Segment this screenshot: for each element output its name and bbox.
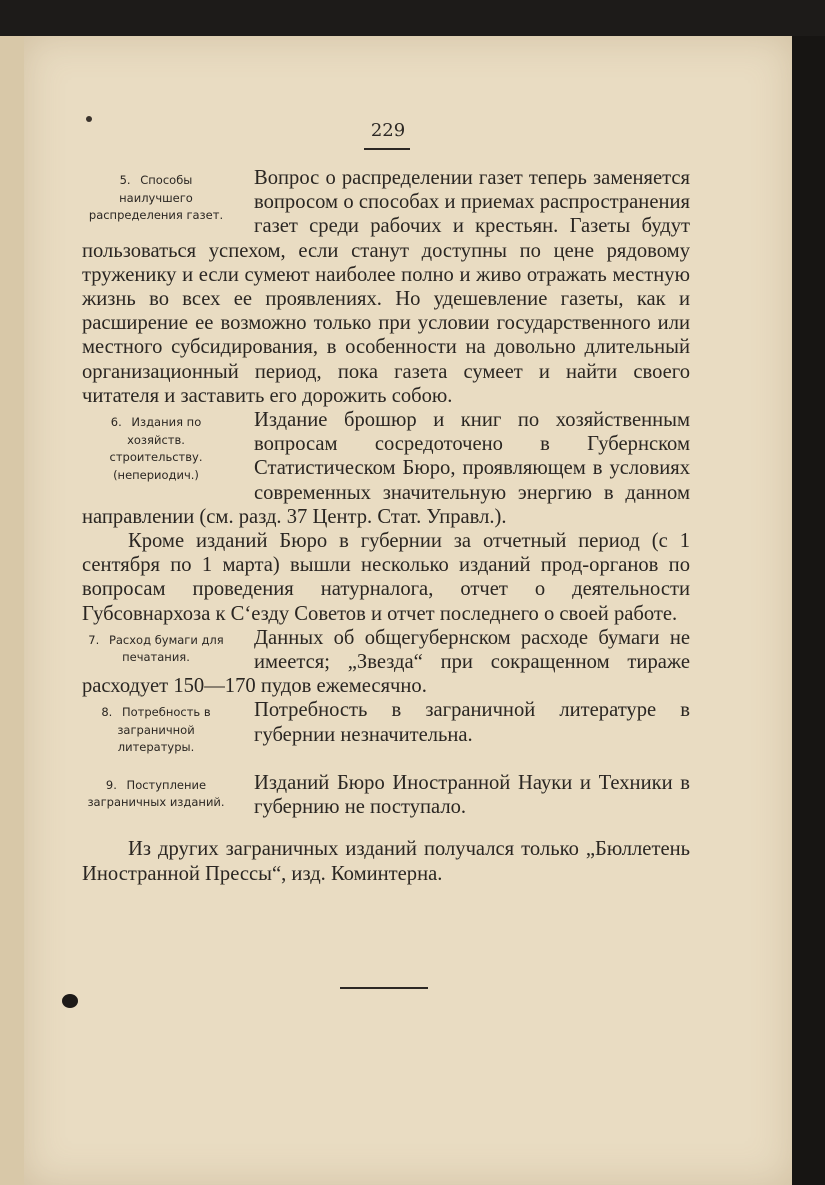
section-paragraph: Потребность в заграничной литературе в губернии незначительна.: [254, 699, 690, 746]
margin-note-text: Расход бумаги для печатания.: [108, 632, 224, 665]
section-paragraph: Вопрос о распределении газет теперь заменяется вопросом о способах и приемах распространения газет среди рабочих и крестьян. Газеты будут пользоваться успехом, если станут доступны по цене рядовому труженику и если сумеют наиболее полно и живо отражать местную жизнь во всех ее проявлениях. Но удешевление газеты, как и расширение ее возможно только при условии государственного или местного субсидирования, в особенности на довольно длительный организационный период, пока газета сумеет и найти своего читателя и заставить его дорожить собою.: [82, 167, 690, 407]
margin-note-text: Поступление заграничных изданий.: [87, 777, 225, 810]
margin-note-number: 7.: [88, 632, 100, 647]
margin-note-5: [82, 172, 230, 225]
closing-paragraph: Из других заграничных изданий получался только „Бюллетень Иностранной Прессы“, изд. Коминтерна.: [82, 838, 690, 885]
margin-note-9: [82, 777, 230, 812]
margin-note-text: Потребность в заграничной литературы.: [117, 705, 211, 755]
section-paragraph: Данных об общегубернском расходе бумаги не имеется; „Звезда“ при сокращенном тираже расходует 150—170 пудов ежемесячно.: [82, 626, 690, 698]
margin-note-text: Способы наилучшего распределения газет.: [88, 173, 224, 222]
book-left-edge: [0, 36, 26, 1185]
section-6: [82, 408, 690, 626]
margin-note-text: Издания по хозяйств. строительству.(непериодич.): [109, 415, 203, 482]
section-9: [82, 771, 690, 819]
section-gap: [82, 757, 690, 771]
margin-note-6: [82, 414, 230, 484]
book-right-shadow: [792, 36, 825, 1185]
end-rule: [340, 987, 428, 989]
page-body: [82, 166, 690, 886]
page-number-rule: [364, 148, 410, 150]
section-8: [82, 698, 690, 757]
section-5: [82, 166, 690, 408]
margin-note-number: 5.: [119, 173, 131, 187]
ink-dot: [86, 116, 92, 122]
margin-note-7: [82, 632, 230, 667]
margin-note-8: [82, 704, 230, 757]
margin-note-number: 6.: [110, 415, 122, 430]
section-paragraph: Изданий Бюро Иностранной Науки и Техники в губернию не поступало.: [254, 771, 690, 819]
section-paragraph: Издание брошюр и книг по хозяйственным вопросам сосредоточено в Губернском Статистическом Бюро, проявляющем в условиях современных значительную энергию в данном направлении (см. разд. 37 Центр. Стат. Управл.).: [82, 409, 690, 528]
margin-note-number: 9.: [105, 777, 117, 792]
section-paragraph: Кроме изданий Бюро в губернии за отчетный период (с 1 сентября по 1 марта) вышли несколько изданий прод-органов по вопросам проведения натурналога, отчет о деятельности Губсовнархоза к С‘езду Советов и отчет последнего о своей работе.: [82, 530, 690, 625]
ink-spot: [62, 994, 78, 1008]
page-number: 229: [370, 120, 406, 141]
margin-note-number: 8.: [101, 705, 113, 720]
section-7: [82, 626, 690, 699]
